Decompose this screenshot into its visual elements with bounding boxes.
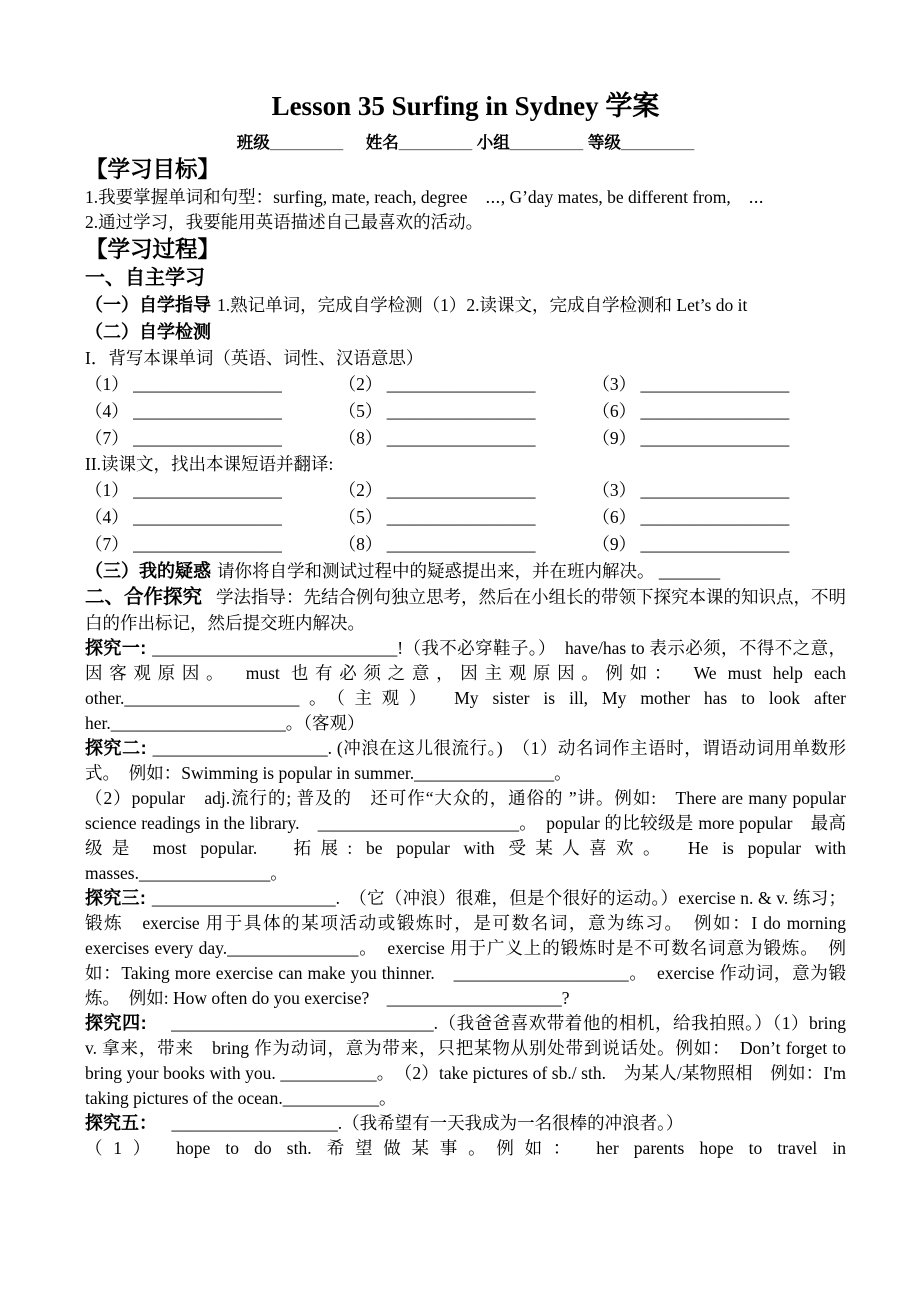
field-grade-label: 等级 <box>587 134 621 152</box>
exploration-4-text: ______________________________.（我爸爸喜欢带着他的相机，给我拍照。）（1）bring v. 拿来，带来 bring 作为动词，意为带来，只把某物从别处带到说话处。例如： Don’t forget to bring your books with you. ___________。 （2）take pictures of sb./ sth. 为某人/某物照相 例如：I'm taking pictures of the ocean.___________。 <box>85 1013 846 1108</box>
phrase-blank: （2） _________________ <box>338 480 536 500</box>
exploration-4-label: 探究四: <box>85 1013 147 1033</box>
word-blank: （5） _________________ <box>338 401 536 421</box>
page-title: Lesson 35 Surfing in Sydney 学案 <box>271 91 660 121</box>
exploration-5-text: ___________________.（我希望有一天我成为一名很棒的冲浪者。） <box>154 1113 684 1133</box>
student-info-line <box>85 131 846 155</box>
field-class <box>237 134 343 152</box>
doubts-label: （三）我的疑惑 <box>85 561 211 581</box>
word-blank-row-1 <box>85 371 846 398</box>
field-class-label: 班级 <box>236 134 270 152</box>
goal-item-2: 2.通过学习，我要能用英语描述自己最喜欢的活动。 <box>85 212 484 232</box>
exploration-3 <box>85 886 846 1011</box>
field-group-label: 小组 <box>476 134 510 152</box>
field-group-blank: ________ <box>509 134 584 152</box>
phrase-blank-row-1 <box>85 477 846 504</box>
field-grade <box>588 134 694 152</box>
word-blank: （7） _________________ <box>85 428 282 448</box>
field-name <box>366 134 472 152</box>
field-group <box>477 134 583 152</box>
exploration-2-text: ____________________. (冲浪在这儿很流行。) （1）动名词作主语时，谓语动词用单数形式。 例如：Swimming is popular in summer.________________。 <box>85 738 847 783</box>
phrase-blank-row-3 <box>85 531 846 558</box>
doubts-paragraph <box>85 558 846 584</box>
self-check-label: （二）自学检测 <box>85 322 211 342</box>
part2-intro-paragraph <box>85 584 846 636</box>
word-blank: （3） _________________ <box>592 374 790 394</box>
exploration-2 <box>85 736 846 786</box>
field-name-blank: ________ <box>398 134 473 152</box>
phrase-blank: （5） _________________ <box>338 507 536 527</box>
exploration-3-text: _____________________. （它（冲浪）很难，但是个很好的运动。）exercise n. & v. 练习；锻炼 exercise 用于具体的某项活动或锻炼时，是可数名词，意为练习。 例如：I do morning exercises every day._______________。 exercise 用于广义上的锻炼时是不可数名词意为锻炼。 例如：Taking more exercise can make you thinner. ____________________。 exercise 作动词，意为锻炼。 例如: How often do you exercise? ____________________? <box>85 888 846 1008</box>
part2-heading: 二、合作探究 <box>85 586 203 608</box>
exploration-5 <box>85 1111 846 1136</box>
phrase-blank: （4） _________________ <box>85 507 282 527</box>
exploration-2-label: 探究二: <box>85 738 147 758</box>
exploration-4 <box>85 1011 846 1111</box>
goal-item-1: 1.我要掌握单词和句型：surfing, mate, reach, degree ⋯, G’day mates, be different from, ⋯ <box>85 187 764 207</box>
part2-intro-text: 学法指导：先结合例句独立思考，然后在小组长的带领下探究本课的知识点，不明白的作出标记，然后提交班内解决。 <box>85 587 847 633</box>
phrase-blank: （8） _________________ <box>338 534 536 554</box>
word-blank: （9） _________________ <box>592 428 790 448</box>
task2-instruction: II.读课文，找出本课短语并翻译: <box>85 454 334 474</box>
word-blank-row-2 <box>85 398 846 425</box>
exploration-5-note-text: （1） hope to do sth. 希望做某事。例如： her parents hope to travel in <box>85 1138 846 1158</box>
self-study-guide <box>85 292 846 319</box>
goals-heading: 【学习目标】 <box>85 157 221 182</box>
exploration-3-label: 探究三: <box>85 888 146 908</box>
phrase-blank: （7） _________________ <box>85 534 282 554</box>
word-blank: （6） _________________ <box>592 401 790 421</box>
self-study-guide-label: （一）自学指导 <box>85 295 211 315</box>
exploration-1-text: ____________________________!（我不必穿鞋子。） have/has to 表示必须，不得不之意，因客观原因。 must 也有必须之意，因主观原因。例如： We must help each other.____________________。（主观） My sister is ill, My mother has to look after her.____________________。（客观） <box>85 638 846 733</box>
exploration-1 <box>85 636 846 736</box>
exploration-1-label: 探究一: <box>85 638 147 658</box>
task1-instruction: I．背写本课单词（英语、词性、汉语意思） <box>85 348 424 368</box>
exploration-2-note-text: （2）popular adj.流行的; 普及的 还可作“大众的，通俗的 ”讲。例如: There are many popular science readings in the library. _______________________。 popular 的比较级是 more popular 最高级是 most popular. 拓展: be popular with 受某人喜欢。 He is popular with masses._______________。 <box>85 788 846 883</box>
phrase-blank: （9） _________________ <box>592 534 790 554</box>
exploration-5-label: 探究五： <box>85 1113 148 1133</box>
exploration-2-note <box>85 786 846 886</box>
field-name-label: 姓名 <box>365 134 399 152</box>
phrase-blank: （6） _________________ <box>592 507 790 527</box>
word-blank: （8） _________________ <box>338 428 536 448</box>
phrase-blank: （3） _________________ <box>592 480 790 500</box>
doubts-text: 请你将自学和测试过程中的疑惑提出来，并在班内解决。 _______ <box>217 561 721 581</box>
exploration-5-note <box>85 1136 846 1161</box>
self-study-guide-text: 1.熟记单词，完成自学检测（1）2.读课文，完成自学检测和 Let’s do it <box>217 295 748 315</box>
word-blank: （1） _________________ <box>85 374 282 394</box>
phrase-blank-row-2 <box>85 504 846 531</box>
phrase-blank: （1） _________________ <box>85 480 282 500</box>
process-heading: 【学习过程】 <box>85 237 221 262</box>
word-blank: （2） _________________ <box>338 374 536 394</box>
word-blank: （4） _________________ <box>85 401 282 421</box>
field-grade-blank: ________ <box>620 134 695 152</box>
word-blank-row-3 <box>85 425 846 452</box>
self-check-heading <box>85 319 846 346</box>
field-class-blank: ________ <box>269 134 344 152</box>
part1-heading: 一、自主学习 <box>85 267 205 289</box>
